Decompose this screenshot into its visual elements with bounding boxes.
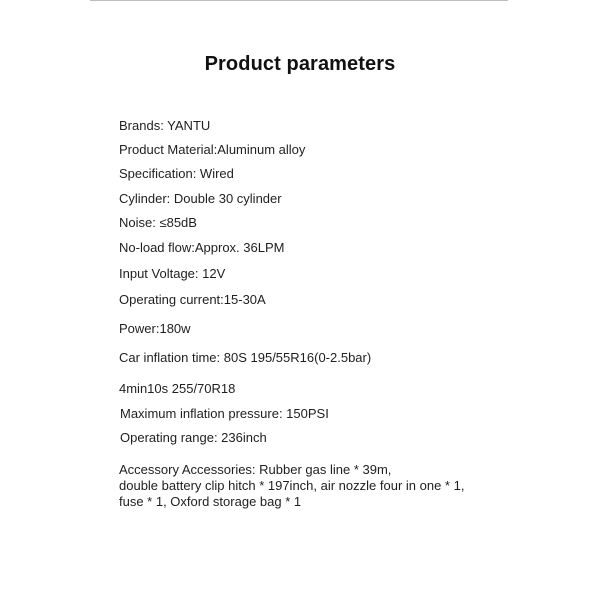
param-car-inflation-time: Car inflation time: 80S 195/55R16(0-2.5bar) <box>119 350 372 365</box>
param-operating-current: Operating current:15-30A <box>119 292 266 307</box>
page-title: Product parameters <box>204 53 396 75</box>
param-noise: Noise: ≤85dB <box>119 215 197 230</box>
accessories-line: fuse * 1, Oxford storage bag * 1 <box>119 494 302 509</box>
param-brand: Brands: YANTU <box>119 118 211 133</box>
accessories-paragraph <box>119 462 559 510</box>
param-max-pressure: Maximum inflation pressure: 150PSI <box>120 406 329 421</box>
accessories-line: Accessory Accessories: Rubber gas line * 39m, <box>119 462 392 477</box>
top-divider <box>90 0 508 1</box>
param-operating-range: Operating range: 236inch <box>120 430 267 445</box>
param-input-voltage: Input Voltage: 12V <box>119 266 226 281</box>
param-power: Power:180w <box>119 321 191 336</box>
param-material: Product Material:Aluminum alloy <box>119 142 306 157</box>
param-specification: Specification: Wired <box>119 166 234 181</box>
accessories-line: double battery clip hitch * 197inch, air nozzle four in one * 1, <box>119 478 465 493</box>
param-no-load-flow: No-load flow:Approx. 36LPM <box>119 240 285 255</box>
param-inflation-time-large-tire: 4min10s 255/70R18 <box>119 381 236 396</box>
param-cylinder: Cylinder: Double 30 cylinder <box>119 191 282 206</box>
